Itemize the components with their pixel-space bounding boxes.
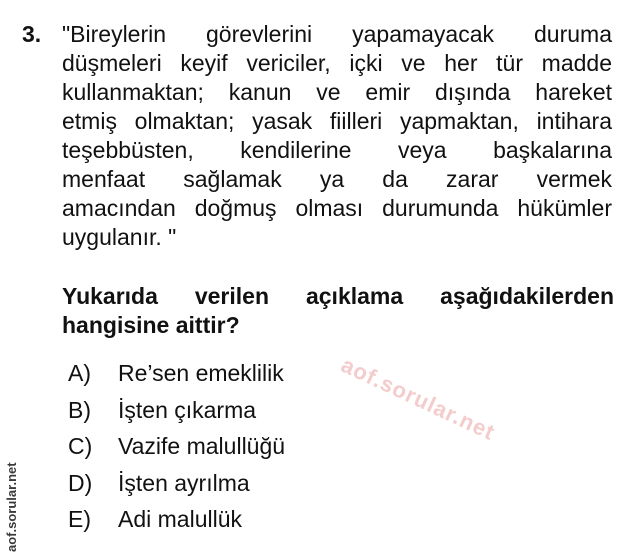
option-letter: B) <box>68 396 91 423</box>
option-text: Re’sen emeklilik <box>118 360 284 386</box>
answer-options <box>68 359 285 542</box>
option-c[interactable] <box>68 432 285 469</box>
option-letter: C) <box>68 433 93 459</box>
option-text: İşten çıkarma <box>118 396 257 423</box>
passage-line: teşebbüsten, kendilerine veya başkalarına <box>62 137 612 163</box>
question-prompt <box>62 282 614 340</box>
option-text: Adi malullük <box>118 506 242 532</box>
passage-line: kullanmaktan; kanun ve emir dışında hareket <box>62 79 612 105</box>
passage-line: uygulanır. " <box>62 224 177 250</box>
option-letter: E) <box>68 506 91 532</box>
prompt-line: Yukarıda verilen açıklama aşağıdakilerden <box>62 283 614 309</box>
question-passage <box>62 20 612 252</box>
passage-line: amacından doğmuş olması durumunda hükümler <box>62 195 612 221</box>
option-a[interactable] <box>68 359 285 396</box>
prompt-line: hangisine aittir? <box>62 312 240 338</box>
option-e[interactable] <box>68 505 285 542</box>
passage-line: menfaat sağlamak ya da zarar vermek <box>62 166 612 192</box>
passage-line: düşmeleri keyif vericiler, içki ve her tür madde <box>62 50 612 76</box>
option-d[interactable] <box>68 469 285 506</box>
question-number: 3. <box>22 21 42 47</box>
option-text: Vazife malullüğü <box>118 433 286 459</box>
watermark-center: aof.sorular.net <box>337 352 499 446</box>
option-letter: A) <box>68 360 91 386</box>
watermark-side: aof.sorular.net <box>4 462 19 552</box>
passage-line: etmiş olmaktan; yasak fiilleri yapmaktan, intihara <box>62 108 612 134</box>
passage-line: "Bireylerin görevlerini yapamayacak duruma <box>62 21 612 47</box>
option-b[interactable] <box>68 396 285 433</box>
option-text: İşten ayrılma <box>118 469 250 496</box>
option-letter: D) <box>68 469 93 496</box>
